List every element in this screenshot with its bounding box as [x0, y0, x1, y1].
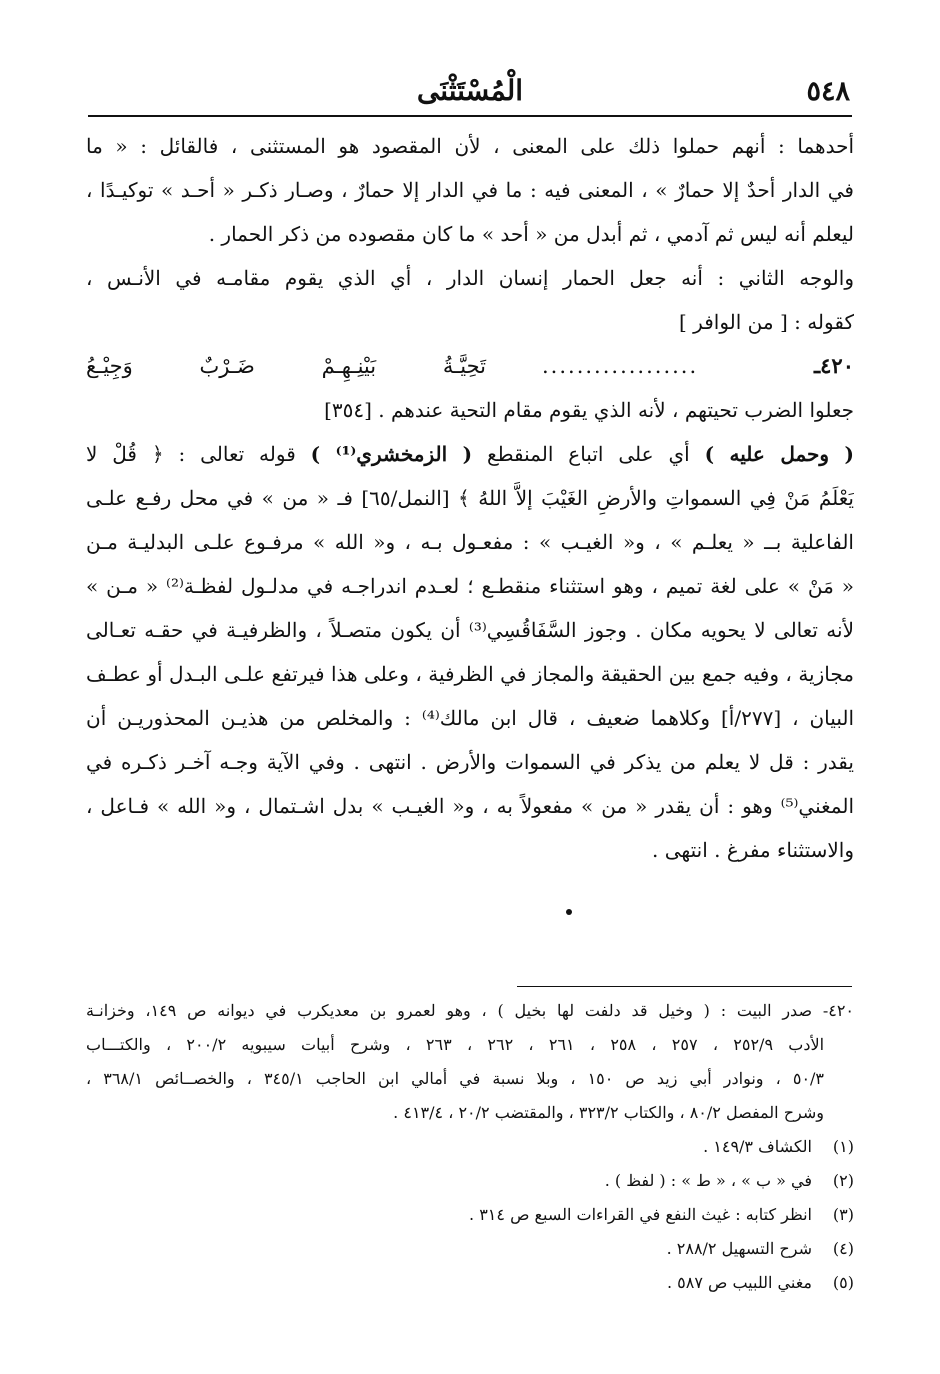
text-line: المغني⁽⁵⁾ وهو : أن يقدر « من » مفعولاً به ، و« الغيـب » بدل اشـتمال ، و« الله » فـاعل ، — [86, 794, 854, 818]
footnote-1 — [86, 1130, 854, 1164]
verse-number: ٤٢٠ـ — [814, 353, 854, 378]
text-span: أي على اتباع المنقطع — [472, 442, 705, 466]
header-rule — [88, 115, 852, 117]
page-header — [88, 72, 852, 112]
footnote-number: (٥) — [832, 1273, 854, 1292]
text-line: الفاعلية بــ « يعلـم » ، و« الغيـب » : مفعـول بـه ، و« الله » مرفـوع علـى البدليـة مـن — [86, 530, 854, 554]
footnote-number: (٣) — [832, 1205, 854, 1224]
footnote-line: ٥٠/٣ ، ونوادر أبي زيد ص ١٥٠ ، وبلا نسبة في أمالي ابن الحاجب ٣٤٥/١ ، والخصــائص ٣٦٨/١ ، — [86, 1069, 825, 1088]
footnote-number: (١) — [832, 1137, 854, 1156]
matn-quote: ( وحمل عليه ) — [704, 442, 854, 466]
text-line: البيان ، [٢٧٧/أ] وكلاهما ضعيف ، قال ابن مالك⁽⁴⁾ : والمخلص من هذيـن المحذوريـن أن — [86, 706, 854, 730]
text-line: جعلوا الضرب تحيتهم ، لأنه الذي يقوم مقام التحية عندهم . [٣٥٤] — [324, 398, 854, 422]
footnote-text: شرح التسهيل ٢٨٨/٢ . — [666, 1239, 812, 1258]
footnote-text: انظر كتابه : غيث النفع في القراءات السبع ص ٣١٤ . — [469, 1205, 812, 1224]
poetry-verse — [86, 344, 854, 388]
text-line: أحدهما : أنهم حملوا ذلك على المعنى ، لأن المقصود هو المستثنى ، فالقائل : « ما — [86, 134, 854, 158]
matn-name: ( الزمخشري⁽¹⁾ ) — [310, 442, 473, 466]
text-span: قوله تعالى : ﴿ قُلْ لا — [86, 442, 311, 466]
footnote-4 — [86, 1232, 854, 1266]
text-line: كقوله : [ من الوافر ] — [679, 310, 854, 334]
footnotes — [86, 994, 854, 1300]
text-line: والوجه الثاني : أنه جعل الحمار إنسان الدار ، أي الذي يقوم مقامـه في الأنـس ، — [86, 266, 854, 290]
stray-dot — [566, 909, 572, 915]
footnote-3 — [86, 1198, 854, 1232]
footnote-line: الأدب ٢٥٢/٩ ، ٢٥٧ ، ٢٥٨ ، ٢٦١ ، ٢٦٢ ، ٢٦٣ ، وشرح أبيات سيبويه ٢٠٠/٢ ، والكتـــاب — [86, 1035, 825, 1054]
footnote-line: ٤٢٠- صدر البيت : ( وخيل قد دلفت لها بخيل ) ، وهو لعمرو بن معديكرب في ديوانه ص ١٤٩، وخزانـة — [86, 1001, 854, 1020]
footnote-line: وشرح المفصل ٨٠/٢ ، والكتاب ٣٢٣/٢ ، والمقتضب ٢٠/٢ ، ٤١٣/٤ . — [393, 1103, 824, 1122]
text-line: والاستثناء مفرغ . انتهى . — [652, 838, 854, 862]
footnote-text: مغني اللبيب ص ٥٨٧ . — [667, 1273, 812, 1292]
text-line: لأنه تعالى لا يحويه مكان . وجوز السَّفَاقُسِي⁽³⁾ أن يكون متصـلاً ، والظرفيـة في حقـه تعـالى — [86, 618, 854, 642]
text-line — [86, 432, 854, 476]
footnote-2 — [86, 1164, 854, 1198]
page-number: ٥٤٨ — [806, 76, 850, 107]
footnote-text: في « ب » ، « ط » : ( لفظ ) . — [604, 1171, 812, 1190]
text-line: ليعلم أنه ليس ثم آدمي ، ثم أبدل من « أحد » ما كان مقصوده من ذكر الحمار . — [208, 222, 854, 246]
main-text — [86, 124, 854, 872]
verse-hemistich: تَحِيَّـةُ بَيْنِـهِـمْ ضَـرْبٌ وَجِيْـعُ — [86, 354, 486, 378]
running-title: الْمُسْتَثْنَى — [416, 74, 524, 107]
text-line: مجازية ، وفيه جمع بين الحقيقة والمجاز في الظرفية ، وعلى هذا فيرتفع علـى البـدل أو عطـف — [86, 662, 854, 686]
footnote-number: (٢) — [832, 1171, 854, 1190]
footnote-text: الكشاف ١٤٩/٣ . — [703, 1137, 812, 1156]
text-line: « مَنْ » على لغة تميم ، وهو استثناء منقطـع ؛ لعـدم اندراجـه في مدلـول لفظـة⁽²⁾ « مـن » — [86, 574, 854, 598]
footnote-number: (٤) — [832, 1239, 854, 1258]
footnote-rule — [517, 986, 852, 987]
text-line: في الدار أحدٌ إلا حمارٌ » ، المعنى فيه : ما في الدار إلا حمارٌ ، وصـار ذكـر « أحـد » توكيـدًا ، — [86, 178, 854, 202]
verse-omission-dots: .................. — [542, 354, 699, 378]
text-line: يقدر : قل لا يعلم من يذكر في السموات والأرض . انتهى . وفي الآية وجـه آخـر ذكـره في — [86, 750, 854, 774]
text-line: يَعْلَمُ مَنْ فِي السمواتِ والأرضِ الغَيْبَ إلاَّ اللهُ ﴾ [النمل/٦٥] فـ « من » في محل رفـع علـى — [86, 486, 854, 510]
footnote-5 — [86, 1266, 854, 1300]
